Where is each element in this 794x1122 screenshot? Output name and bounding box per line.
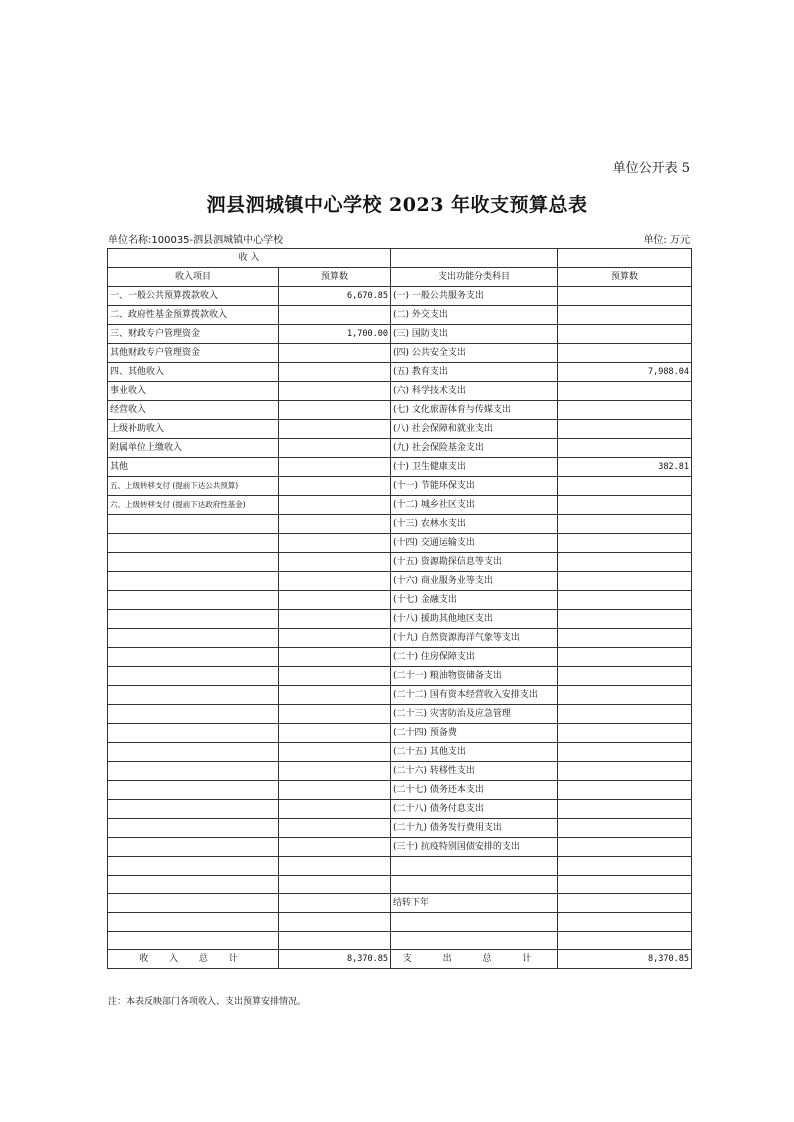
table-row — [108, 686, 692, 705]
expense-item-cell: (十三) 农林水支出 — [391, 515, 558, 534]
income-budget-cell — [279, 572, 391, 591]
income-budget-cell — [279, 553, 391, 572]
expense-item-cell: (十七) 金融支出 — [391, 591, 558, 610]
table-row — [108, 553, 692, 572]
income-item-cell: 二、政府性基金预算拨款收入 — [108, 306, 279, 325]
expense-budget-cell — [558, 724, 692, 743]
table-row — [108, 515, 692, 534]
expense-budget-cell — [558, 762, 692, 781]
income-item-cell — [108, 875, 279, 894]
expense-item-cell: (九) 社会保险基金支出 — [391, 439, 558, 458]
table-row — [108, 591, 692, 610]
expense-item-cell: (八) 社会保障和就业支出 — [391, 420, 558, 439]
table-row — [108, 344, 692, 363]
income-budget-cell — [279, 781, 391, 800]
income-budget-cell — [279, 875, 391, 894]
income-item-cell: 四、其他收入 — [108, 363, 279, 382]
expense-budget-cell — [558, 686, 692, 705]
income-item-cell — [108, 781, 279, 800]
table-row — [108, 401, 692, 420]
income-budget-cell — [279, 591, 391, 610]
expense-item-cell: (二十二) 国有资本经营收入安排支出 — [391, 686, 558, 705]
income-budget-cell — [279, 913, 391, 932]
expense-item-cell: (七) 文化旅游体育与传媒支出 — [391, 401, 558, 420]
expense-budget-cell — [558, 401, 692, 420]
expense-item-cell: 结转下年 — [391, 894, 558, 913]
income-item-cell: 附属单位上缴收入 — [108, 439, 279, 458]
expense-item-cell: (五) 教育支出 — [391, 363, 558, 382]
income-budget-cell — [279, 401, 391, 420]
income-budget-cell: 6,670.85 — [279, 287, 391, 306]
income-budget-cell — [279, 743, 391, 762]
expense-item-cell — [391, 875, 558, 894]
income-budget-cell — [279, 420, 391, 439]
income-item-cell — [108, 553, 279, 572]
table-row — [108, 458, 692, 477]
expense-budget-cell — [558, 477, 692, 496]
table-row — [108, 800, 692, 819]
income-budget-cell — [279, 610, 391, 629]
income-item-cell — [108, 572, 279, 591]
expense-budget-cell — [558, 857, 692, 876]
expense-item-cell — [391, 913, 558, 932]
document-title: 泗县泗城镇中心学校 2023 年收支预算总表 — [206, 194, 588, 216]
table-row — [108, 667, 692, 686]
currency-unit: 单位: 万元 — [643, 235, 690, 246]
expense-item-cell: (二十九) 债务发行费用支出 — [391, 819, 558, 838]
col-header-income-item: 收入项目 — [108, 268, 279, 287]
income-budget-cell — [279, 496, 391, 515]
table-row — [108, 629, 692, 648]
budget-summary-table — [107, 248, 692, 969]
table-row — [108, 838, 692, 857]
expense-budget-cell — [558, 894, 692, 913]
expense-item-cell: (三十) 抗疫特别国债安排的支出 — [391, 838, 558, 857]
table-body — [108, 249, 692, 969]
expense-budget-cell — [558, 931, 692, 950]
table-row — [108, 894, 692, 913]
income-budget-cell — [279, 477, 391, 496]
expense-group-header — [391, 249, 558, 268]
income-budget-cell — [279, 667, 391, 686]
income-item-cell: 事业收入 — [108, 382, 279, 401]
totals-row — [108, 950, 692, 969]
table-row — [108, 705, 692, 724]
income-budget-cell — [279, 629, 391, 648]
expense-budget-cell — [558, 667, 692, 686]
table-row — [108, 781, 692, 800]
expense-item-cell: (二十三) 灾害防治及应急管理 — [391, 705, 558, 724]
col-header-income-budget: 预算数 — [279, 268, 391, 287]
income-item-cell: 五、上级转移支付 (提前下达公共预算) — [108, 477, 279, 496]
income-item-cell: 三、财政专户管理资金 — [108, 325, 279, 344]
expense-budget-cell — [558, 306, 692, 325]
expense-item-cell: (二十六) 转移性支出 — [391, 762, 558, 781]
table-row — [108, 857, 692, 876]
income-budget-cell — [279, 382, 391, 401]
expense-budget-cell: 382.81 — [558, 458, 692, 477]
income-budget-cell — [279, 931, 391, 950]
income-item-cell — [108, 743, 279, 762]
table-row — [108, 610, 692, 629]
expense-item-cell: (一) 一般公共服务支出 — [391, 287, 558, 306]
expense-item-cell: (十九) 自然资源海洋气象等支出 — [391, 629, 558, 648]
income-budget-cell — [279, 648, 391, 667]
income-budget-cell: 1,700.00 — [279, 325, 391, 344]
expense-item-cell: (六) 科学技术支出 — [391, 382, 558, 401]
expense-item-cell: (二十) 住房保障支出 — [391, 648, 558, 667]
table-row — [108, 724, 692, 743]
income-item-cell — [108, 819, 279, 838]
expense-budget-cell — [558, 287, 692, 306]
income-item-cell — [108, 931, 279, 950]
income-item-cell — [108, 610, 279, 629]
income-item-cell — [108, 705, 279, 724]
income-item-cell — [108, 648, 279, 667]
col-header-expense-budget: 预算数 — [558, 268, 692, 287]
table-row — [108, 439, 692, 458]
total-expense-label: 支 出 总 计 — [391, 950, 558, 969]
expense-budget-cell — [558, 572, 692, 591]
expense-budget-cell — [558, 875, 692, 894]
income-budget-cell — [279, 819, 391, 838]
expense-budget-cell — [558, 515, 692, 534]
total-income-label: 收 入 总 计 — [108, 950, 279, 969]
income-group-header: 收 入 — [108, 249, 391, 268]
expense-item-cell: (十八) 援助其他地区支出 — [391, 610, 558, 629]
expense-budget-cell — [558, 382, 692, 401]
expense-item-cell: (二十五) 其他支出 — [391, 743, 558, 762]
income-budget-cell — [279, 686, 391, 705]
income-budget-cell — [279, 705, 391, 724]
income-item-cell: 六、上级转移支付 (提前下达政府性基金) — [108, 496, 279, 515]
table-row — [108, 762, 692, 781]
expense-item-cell: (二十八) 债务付息支出 — [391, 800, 558, 819]
income-budget-cell — [279, 724, 391, 743]
income-item-cell — [108, 913, 279, 932]
table-row — [108, 913, 692, 932]
income-item-cell — [108, 894, 279, 913]
col-header-expense-item: 支出功能分类科目 — [391, 268, 558, 287]
form-number: 单位公开表 5 — [612, 161, 690, 176]
income-budget-cell — [279, 344, 391, 363]
table-row — [108, 743, 692, 762]
expense-item-cell: (十) 卫生健康支出 — [391, 458, 558, 477]
expense-item-cell — [391, 931, 558, 950]
income-item-cell — [108, 591, 279, 610]
table-row — [108, 534, 692, 553]
table-row — [108, 648, 692, 667]
table-row — [108, 819, 692, 838]
expense-budget-cell — [558, 800, 692, 819]
unit-name: 单位名称:100035-泗县泗城镇中心学校 — [108, 235, 284, 246]
income-budget-cell — [279, 439, 391, 458]
income-budget-cell — [279, 363, 391, 382]
income-item-cell — [108, 838, 279, 857]
income-item-cell — [108, 800, 279, 819]
expense-item-cell: (十二) 城乡社区支出 — [391, 496, 558, 515]
table-row — [108, 382, 692, 401]
expense-budget-cell — [558, 344, 692, 363]
expense-item-cell: (二) 外交支出 — [391, 306, 558, 325]
expense-item-cell: (十一) 节能环保支出 — [391, 477, 558, 496]
table-row — [108, 306, 692, 325]
expense-budget-cell — [558, 913, 692, 932]
expense-item-cell: (三) 国防支出 — [391, 325, 558, 344]
expense-budget-cell — [558, 610, 692, 629]
table-row — [108, 477, 692, 496]
income-item-cell: 经营收入 — [108, 401, 279, 420]
expense-budget-cell — [558, 591, 692, 610]
footnote: 注：本表反映部门各项收入、支出预算安排情况。 — [108, 997, 307, 1007]
table-group-header-row — [108, 249, 692, 268]
table-row — [108, 572, 692, 591]
expense-group-header-budget — [558, 249, 692, 268]
income-budget-cell — [279, 800, 391, 819]
income-budget-cell — [279, 857, 391, 876]
expense-budget-cell — [558, 325, 692, 344]
expense-item-cell: (十四) 交通运输支出 — [391, 534, 558, 553]
income-budget-cell — [279, 534, 391, 553]
expense-budget-cell — [558, 439, 692, 458]
expense-budget-cell — [558, 496, 692, 515]
table-row — [108, 363, 692, 382]
income-item-cell: 其他财政专户管理资金 — [108, 344, 279, 363]
table-row — [108, 496, 692, 515]
income-budget-cell — [279, 515, 391, 534]
table-row — [108, 931, 692, 950]
expense-item-cell — [391, 857, 558, 876]
income-item-cell — [108, 667, 279, 686]
income-item-cell: 上级补助收入 — [108, 420, 279, 439]
total-income-value: 8,370.85 — [279, 950, 391, 969]
expense-budget-cell — [558, 648, 692, 667]
income-budget-cell — [279, 458, 391, 477]
expense-budget-cell — [558, 819, 692, 838]
expense-budget-cell — [558, 534, 692, 553]
table-row — [108, 420, 692, 439]
income-item-cell — [108, 534, 279, 553]
income-budget-cell — [279, 762, 391, 781]
income-item-cell — [108, 762, 279, 781]
expense-budget-cell: 7,988.04 — [558, 363, 692, 382]
total-expense-value: 8,370.85 — [558, 950, 692, 969]
income-item-cell — [108, 629, 279, 648]
expense-item-cell: (十五) 资源勘探信息等支出 — [391, 553, 558, 572]
expense-budget-cell — [558, 553, 692, 572]
income-item-cell — [108, 857, 279, 876]
income-item-cell — [108, 686, 279, 705]
expense-budget-cell — [558, 420, 692, 439]
expense-item-cell: (二十一) 粮油物资储备支出 — [391, 667, 558, 686]
table-row — [108, 325, 692, 344]
table-row — [108, 875, 692, 894]
table-column-header-row — [108, 268, 692, 287]
expense-budget-cell — [558, 781, 692, 800]
income-item-cell — [108, 724, 279, 743]
expense-budget-cell — [558, 629, 692, 648]
expense-item-cell: (二十七) 债务还本支出 — [391, 781, 558, 800]
income-budget-cell — [279, 306, 391, 325]
expense-item-cell: (四) 公共安全支出 — [391, 344, 558, 363]
expense-budget-cell — [558, 705, 692, 724]
expense-budget-cell — [558, 838, 692, 857]
table-row — [108, 287, 692, 306]
income-item-cell: 其他 — [108, 458, 279, 477]
expense-item-cell: (十六) 商业服务业等支出 — [391, 572, 558, 591]
income-item-cell: 一、一般公共预算拨款收入 — [108, 287, 279, 306]
income-budget-cell — [279, 894, 391, 913]
income-item-cell — [108, 515, 279, 534]
expense-item-cell: (二十四) 预备费 — [391, 724, 558, 743]
income-budget-cell — [279, 838, 391, 857]
expense-budget-cell — [558, 743, 692, 762]
